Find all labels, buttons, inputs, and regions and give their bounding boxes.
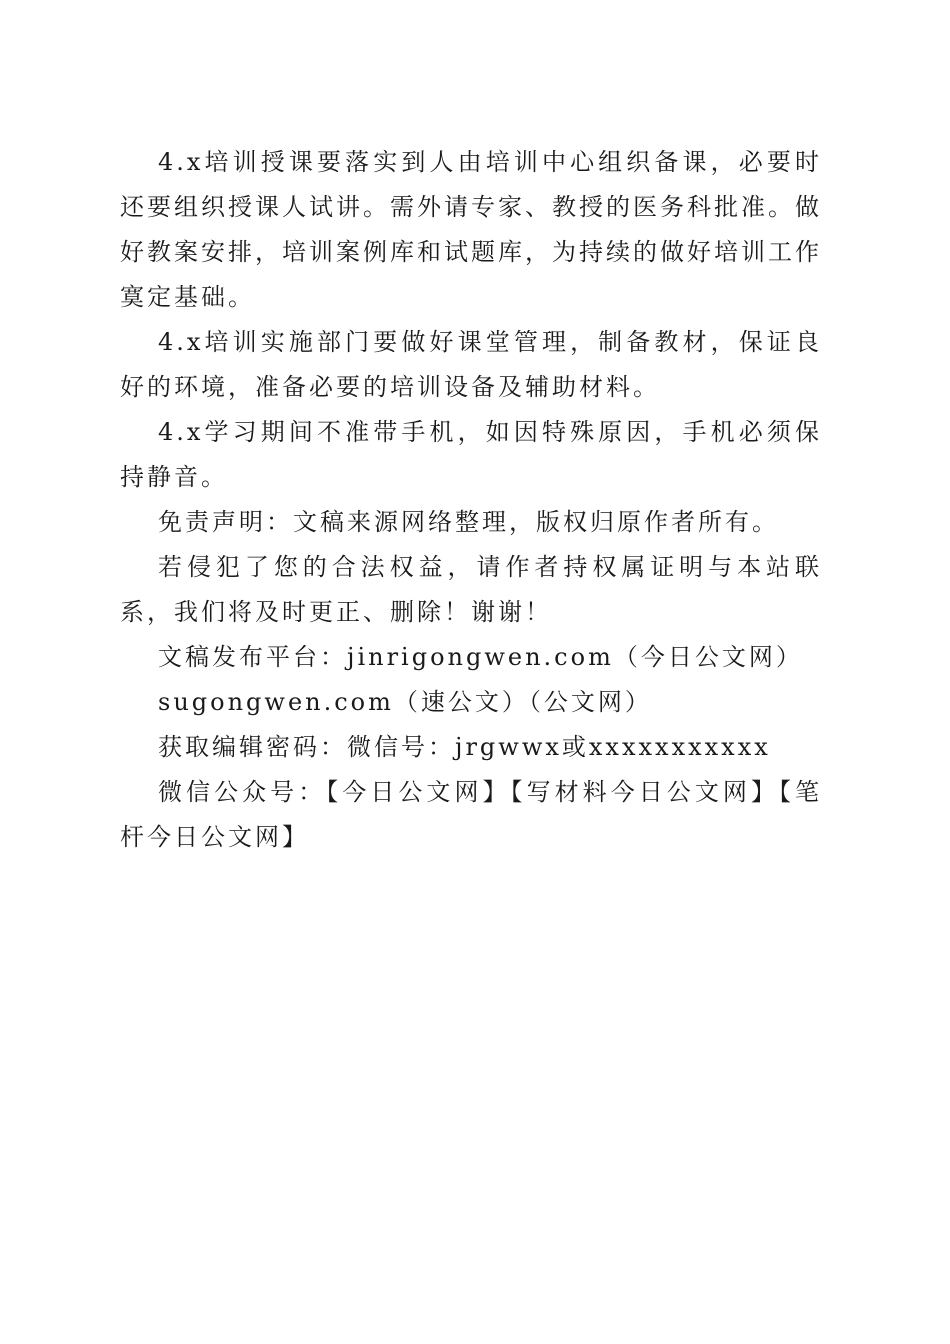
paragraph-infringement-notice: 若侵犯了您的合法权益，请作者持权属证明与本站联系，我们将及时更正、删除！谢谢！ [120, 553, 822, 626]
paragraph-disclaimer: 免责声明：文稿来源网络整理，版权归原作者所有。 [158, 508, 779, 536]
paragraph-alt-platform: sugongwen.com（速公文）（公文网） [158, 688, 652, 716]
paragraph-wechat-accounts: 微信公众号：【今日公文网】【写材料今日公文网】【笔杆今日公文网】 [120, 778, 822, 851]
paragraph-edit-password: 获取编辑密码：微信号：jrgwwx或xxxxxxxxxxx [158, 733, 771, 761]
paragraph-publish-platform: 文稿发布平台：jinrigongwen.com（今日公文网） [158, 643, 803, 671]
paragraph-training-preparation: 4.x培训授课要落实到人由培训中心组织备课，必要时还要组织授课人试讲。需外请专家、教授的医务科批准。做好教案安排，培训案例库和试题库，为持续的做好培训工作寞定基础。 [120, 148, 822, 311]
paragraph-classroom-management: 4.x培训实施部门要做好课堂管理，制备教材，保证良好的环境，准备必要的培训设备及辅助材料。 [120, 328, 822, 401]
paragraph-phone-policy: 4.x学习期间不准带手机，如因特殊原因，手机必须保持静音。 [120, 418, 822, 491]
document-body [120, 140, 822, 860]
